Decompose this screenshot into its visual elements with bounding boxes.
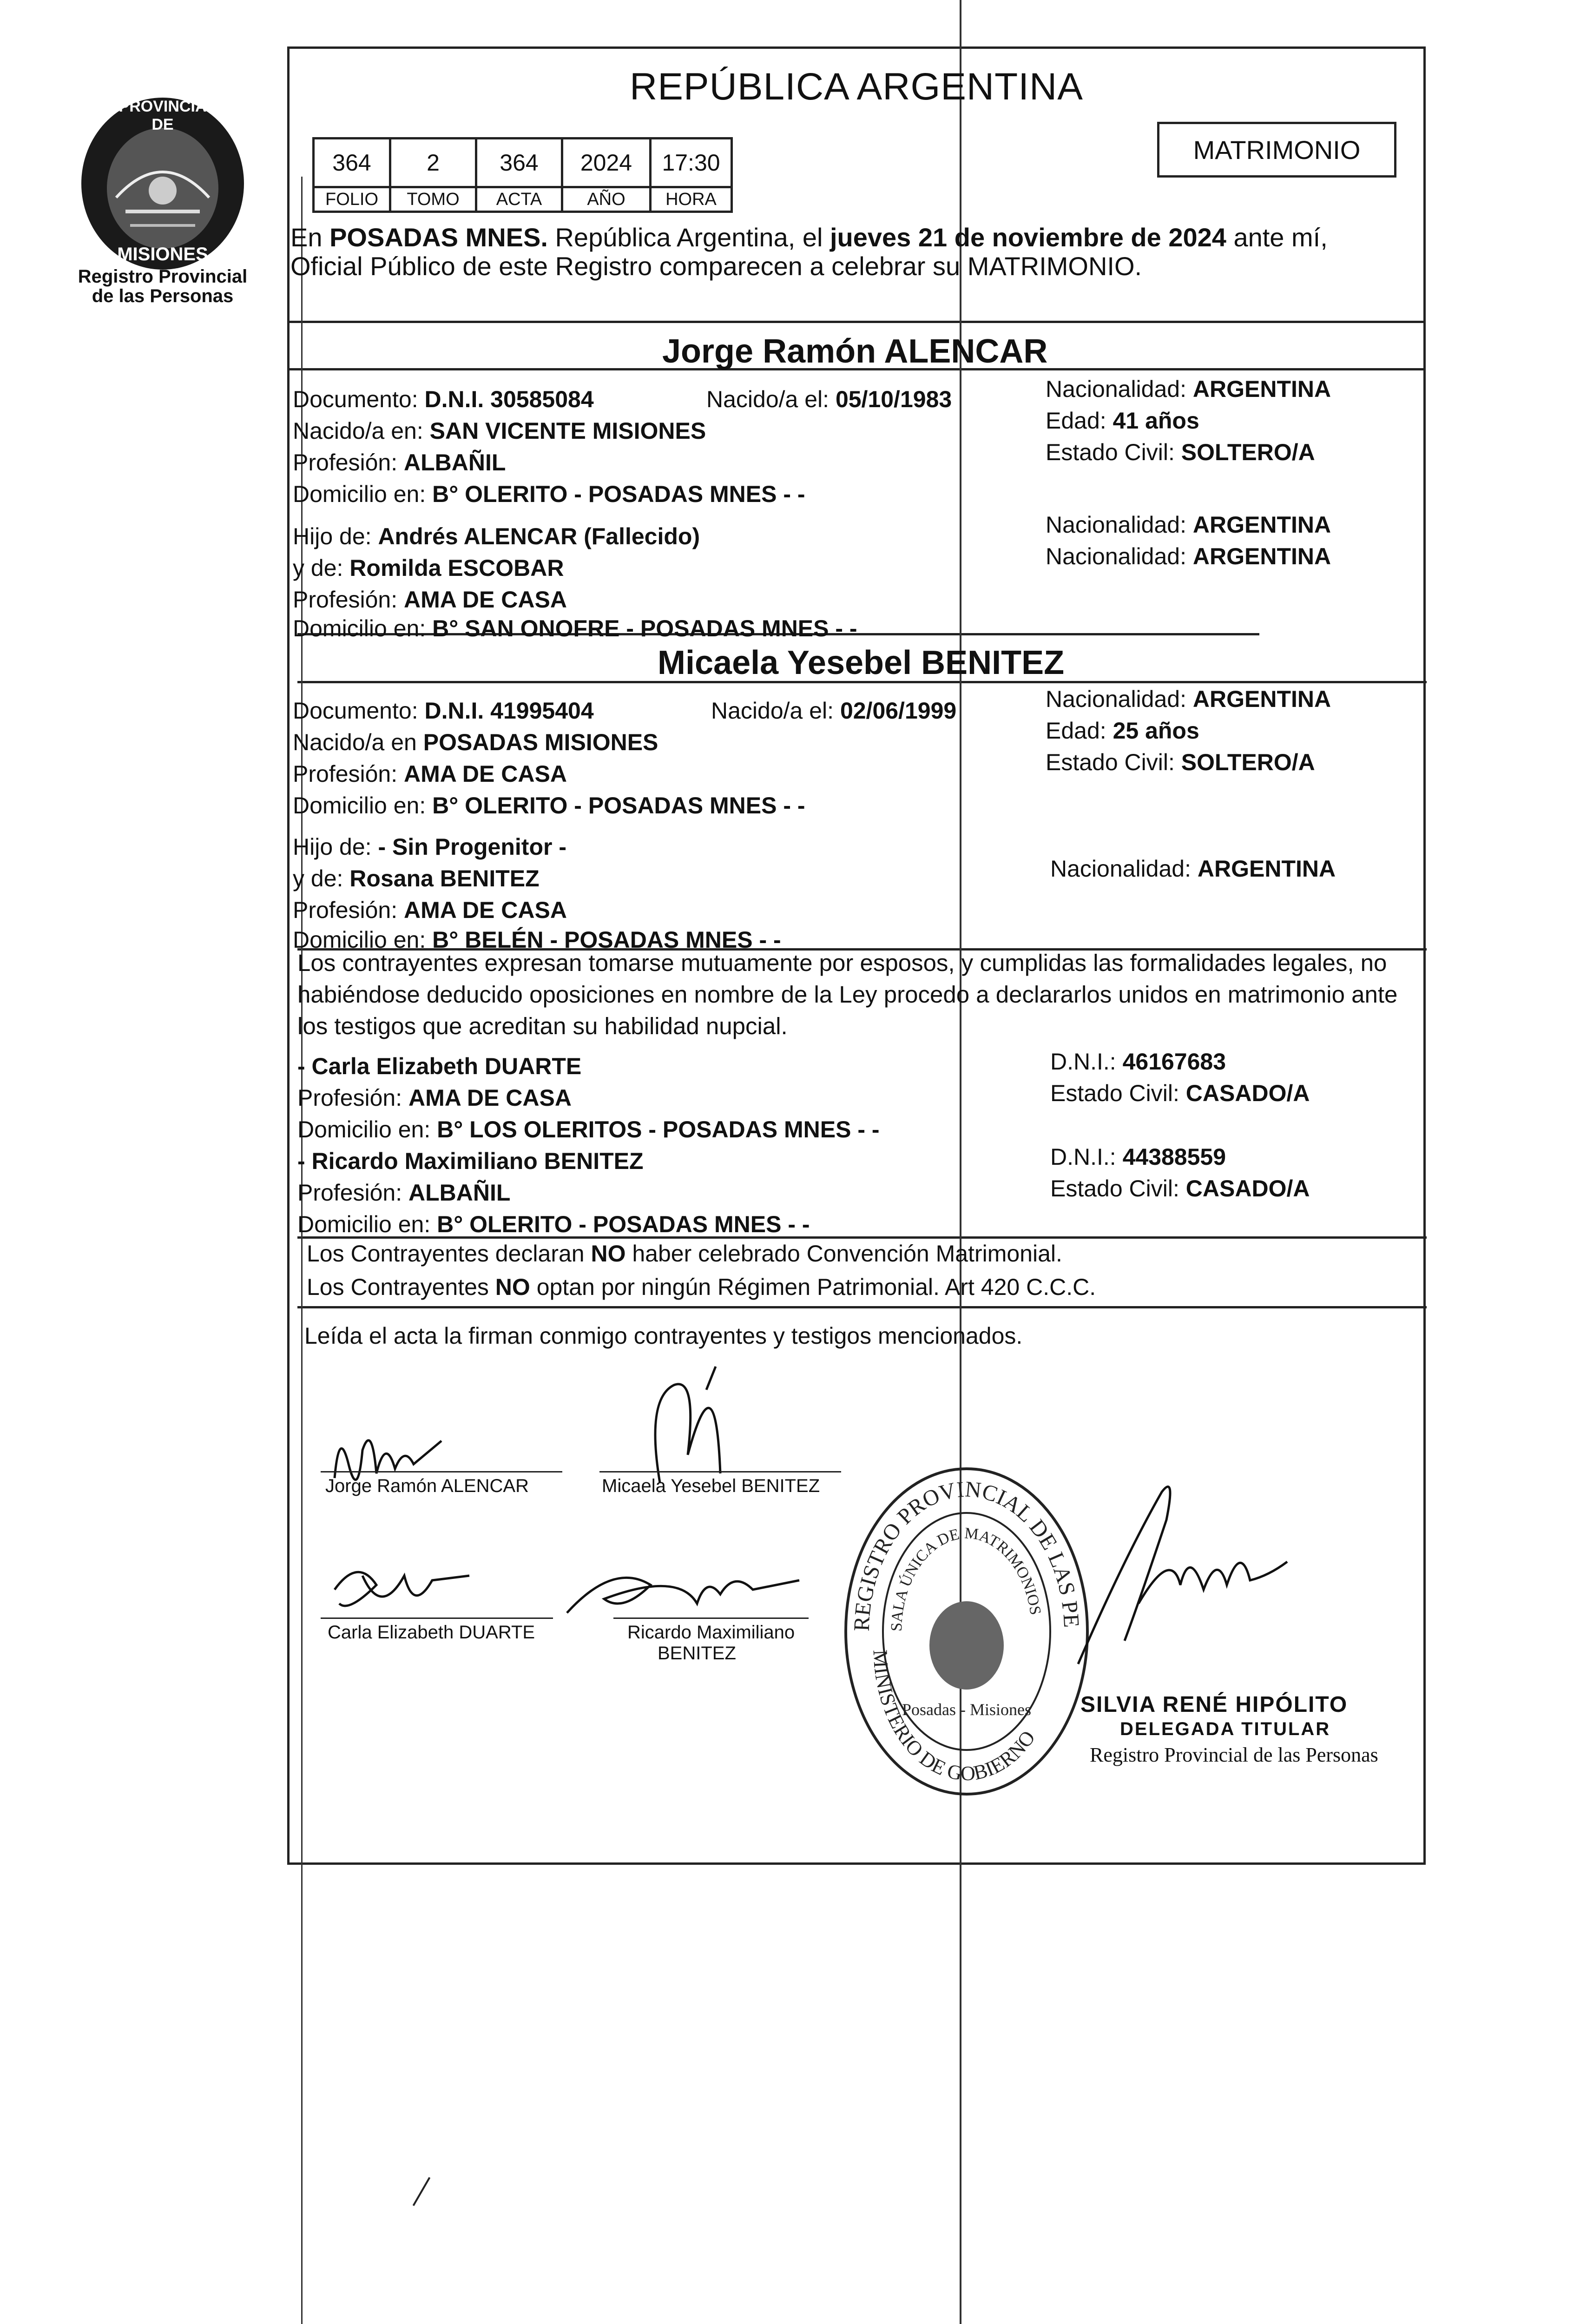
spouse2-documento: Documento: D.N.I. 41995404 [293,698,594,724]
witness1-domicilio: Domicilio en: B° LOS OLERITOS - POSADAS MNES - - [297,1116,880,1142]
seal-top-text: REGISTRO PROVINCIAL DE LAS PE [849,1477,1084,1632]
signature-line-witness2 [613,1618,809,1619]
acta-value: 364 [476,139,562,187]
spouse2-nacionalidad: Nacionalidad: ARGENTINA [1046,686,1331,712]
spouse1-nacido-el: Nacido/a el: 05/10/1983 [706,386,952,412]
spouse1-nacido-en: Nacido/a en: SAN VICENTE MISIONES [293,418,706,444]
regime-line-2: Los Contrayentes NO optan por ningún Régimen Patrimonial. Art 420 C.C.C. [307,1274,1096,1300]
spouse2-nacido-el: Nacido/a el: 02/06/1999 [711,698,957,724]
signature-official [1069,1464,1324,1678]
spouse1-profesion: Profesión: ALBAÑIL [293,449,506,475]
spouse1-padre: Hijo de: Andrés ALENCAR (Fallecido) [293,523,700,549]
closing-statement: Leída el acta la firman conmigo contrayentes y testigos mencionados. [304,1323,1023,1349]
official-role: DELEGADA TITULAR [1120,1719,1331,1739]
witness2-dni: D.N.I.: 44388559 [1050,1144,1226,1170]
spouse1-name: Jorge Ramón ALENCAR [662,333,1048,370]
declaration-line-3: los testigos que acreditan su habilidad nupcial. [297,1013,788,1039]
official-name: SILVIA RENÉ HIPÓLITO [1080,1692,1348,1717]
tomo-label: TOMO [390,187,476,212]
separator-regime [297,1306,1427,1308]
witness2-estado-civil: Estado Civil: CASADO/A [1050,1175,1310,1202]
official-office: Registro Provincial de las Personas [1090,1743,1378,1766]
intro-line-1: En POSADAS MNES. República Argentina, el jueves 21 de noviembre de 2024 ante mí, [290,223,1328,252]
hora-value: 17:30 [651,139,732,187]
regime-line-1: Los Contrayentes declaran NO haber celebrado Convención Matrimonial. [307,1241,1062,1267]
spouse2-madre-nacionalidad: Nacionalidad: ARGENTINA [1050,856,1336,882]
spouse1-edad: Edad: 41 años [1046,408,1199,434]
witness1-estado-civil: Estado Civil: CASADO/A [1050,1080,1310,1106]
tomo-value: 2 [390,139,476,187]
witness1-name: - Carla Elizabeth DUARTE [297,1053,582,1079]
spouse2-domicilio: Domicilio en: B° OLERITO - POSADAS MNES - - [293,792,805,819]
intro-line-2: Oficial Público de este Registro comparecen a celebrar su MATRIMONIO. [290,251,1142,281]
spouse2-profesion: Profesión: AMA DE CASA [293,761,567,787]
signature-caption-spouse2: Micaela Yesebel BENITEZ [602,1476,820,1496]
seal-inner-text: SALA ÚNICA DE MATRIMONIOS [888,1525,1044,1632]
witness2-profesion: Profesión: ALBAÑIL [297,1180,511,1206]
spouse1-nacionalidad: Nacionalidad: ARGENTINA [1046,376,1331,402]
folio-label: FOLIO [314,187,390,212]
signature-line-spouse1 [321,1471,562,1472]
registry-logo [65,91,260,304]
spouse2-madre-domicilio: Domicilio en: B° BELÉN - POSADAS MNES - - [293,927,781,953]
seal-city-text: Posadas - Misiones [902,1700,1031,1719]
spouse1-padre-nacionalidad: Nacionalidad: ARGENTINA [1046,512,1331,538]
signature-caption-spouse1: Jorge Ramón ALENCAR [325,1476,529,1496]
declaration-line-2: habiéndose deducido oposiciones en nombre de la Ley procedo a declararlos unidos en matrimonio ante [297,981,1398,1008]
acta-label: ACTA [476,187,562,212]
stray-mark [413,2177,430,2206]
signature-line-witness1 [321,1618,553,1619]
witness2-domicilio: Domicilio en: B° OLERITO - POSADAS MNES - - [297,1211,810,1237]
spouse2-madre: y de: Rosana BENITEZ [293,865,540,891]
spouse2-nacido-en: Nacido/a en POSADAS MISIONES [293,729,658,755]
separator-intro [287,321,1426,323]
declaration-line-1: Los contrayentes expresan tomarse mutuamente por esposos, y cumplidas las formalidades legales, no [297,950,1387,976]
signature-caption-witness2-line1: Ricardo Maximiliano [627,1622,795,1643]
spouse1-domicilio: Domicilio en: B° OLERITO - POSADAS MNES - - [293,481,805,507]
hora-label: HORA [651,187,732,212]
spouse2-estado-civil: Estado Civil: SOLTERO/A [1046,749,1315,775]
logo-caption-1: Registro Provincial [78,266,248,287]
seal-bottom-text: MINISTERIO DE GOBIERNO [869,1649,1040,1785]
act-type-box: MATRIMONIO [1157,122,1396,178]
signature-witness1 [321,1548,516,1627]
official-seal [836,1455,1097,1808]
logo-lower-text: MISIONES [117,244,208,264]
registry-table [312,137,733,213]
spouse1-estado-civil: Estado Civil: SOLTERO/A [1046,439,1315,465]
folio-value: 364 [314,139,390,187]
spouse2-edad: Edad: 25 años [1046,718,1199,744]
spouse2-padre: Hijo de: - Sin Progenitor - [293,834,566,860]
logo-caption-2: de las Personas [92,286,234,306]
spouse1-madre-domicilio: Domicilio en: B° SAN ONOFRE - POSADAS MNES - - [293,615,857,641]
spouse1-documento: Documento: D.N.I. 30585084 [293,386,594,412]
signature-spouse2 [604,1362,846,1492]
logo-upper-text: PROVINCIA DE [118,98,207,133]
spouse1-madre: y de: Romilda ESCOBAR [293,555,564,581]
spouse2-name: Micaela Yesebel BENITEZ [658,644,1065,681]
spouse2-madre-profesion: Profesión: AMA DE CASA [293,897,567,923]
witness1-profesion: Profesión: AMA DE CASA [297,1085,572,1111]
witness1-dni: D.N.I.: 46167683 [1050,1049,1226,1075]
signature-caption-witness1: Carla Elizabeth DUARTE [328,1622,535,1643]
document-title: REPÚBLICA ARGENTINA [630,66,1083,108]
signature-caption-witness2-line2: BENITEZ [658,1643,736,1664]
spouse1-madre-nacionalidad: Nacionalidad: ARGENTINA [1046,543,1331,569]
spouse1-madre-profesion: Profesión: AMA DE CASA [293,587,567,613]
signature-line-spouse2 [599,1471,841,1472]
ano-value: 2024 [562,139,651,187]
ano-label: AÑO [562,187,651,212]
witness2-name: - Ricardo Maximiliano BENITEZ [297,1148,644,1174]
